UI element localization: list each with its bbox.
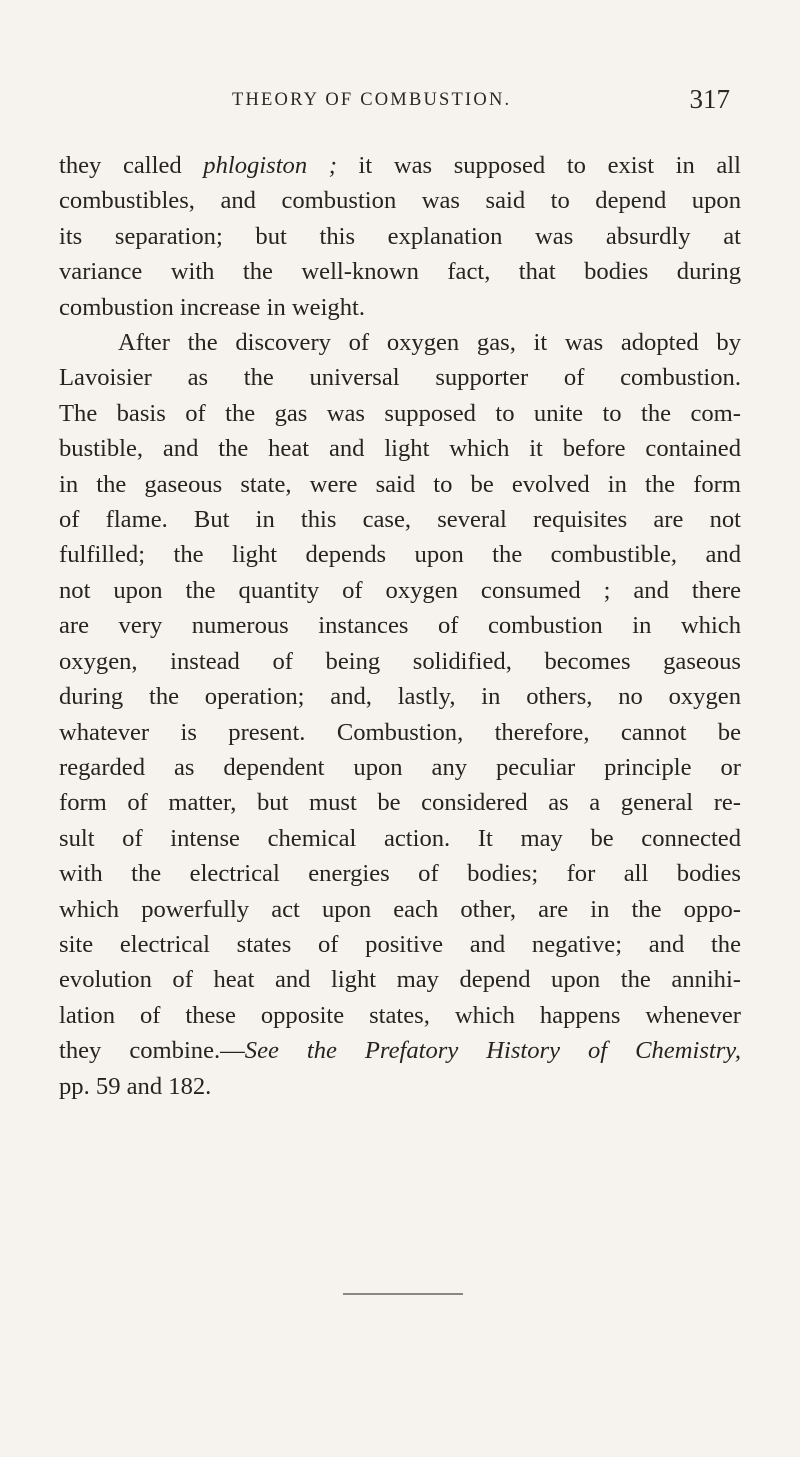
text-line: fulfilled; the light depends upon the combustible, and — [59, 541, 741, 569]
text-span: they combine.— — [59, 1037, 245, 1065]
text-line: combustion increase in weight. — [59, 293, 365, 321]
text-span: it was supposed to exist in all — [336, 152, 741, 179]
text-line: which powerfully act upon each other, are in the oppo- — [59, 895, 741, 923]
text-line: whatever is present. Combustion, therefore, cannot be — [59, 718, 741, 746]
paragraph-start-line: After the discovery of oxygen gas, it was adopted by — [118, 329, 741, 357]
text-line: during the operation; and, lastly, in others, no oxygen — [59, 683, 741, 711]
text-line: sult of intense chemical action. It may be connected — [59, 824, 741, 852]
text-line: Lavoisier as the universal supporter of combustion. — [59, 364, 741, 392]
text-line: oxygen, instead of being solidified, becomes gaseous — [59, 647, 741, 675]
text-line: with the electrical energies of bodies; for all bodies — [59, 860, 741, 888]
text-line: not upon the quantity of oxygen consumed ; and there — [59, 576, 741, 604]
text-line: its separation; but this explanation was absurdly at — [59, 222, 741, 250]
text-line: lation of these opposite states, which happens whenever — [59, 1001, 741, 1029]
text-line: variance with the well-known fact, that bodies during — [59, 258, 741, 286]
text-line: combustibles, and combustion was said to depend upon — [59, 187, 741, 215]
text-line: bustible, and the heat and light which it before contained — [59, 435, 741, 463]
text-line: in the gaseous state, were said to be evolved in the form — [59, 470, 741, 498]
page-body — [59, 148, 741, 1104]
text-line: pp. 59 and 182. — [59, 1072, 212, 1100]
text-line: evolution of heat and light may depend upon the annihi- — [59, 966, 741, 994]
text-line — [59, 148, 741, 183]
text-line: The basis of the gas was supposed to unite to the com- — [59, 399, 741, 427]
italic-term: phlogiston ; — [203, 152, 337, 179]
text-line: of flame. But in this case, several requisites are not — [59, 506, 741, 534]
text-span: they called — [59, 152, 204, 179]
text-line: site electrical states of positive and negative; and the — [59, 930, 741, 958]
page-number: 317 — [689, 84, 730, 114]
text-line: regarded as dependent upon any peculiar principle or — [59, 753, 741, 781]
italic-reference: See the Prefatory History of Chemistry, — [244, 1037, 741, 1065]
text-line: form of matter, but must be considered as a general re- — [59, 789, 741, 817]
running-title: THEORY OF COMBUSTION. — [232, 90, 512, 110]
text-line — [59, 1033, 741, 1068]
section-divider — [343, 1293, 463, 1295]
text-line: are very numerous instances of combustion in which — [59, 612, 741, 640]
